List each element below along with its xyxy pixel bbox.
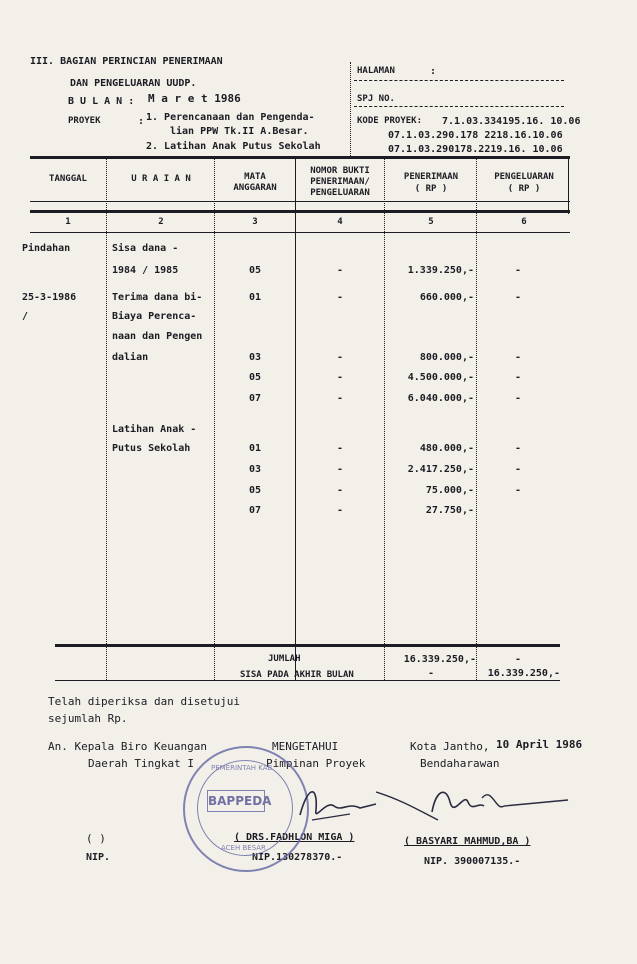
right-date: 10 April 1986: [496, 738, 583, 751]
cell-penerimaan: 27.750,-: [425, 505, 474, 516]
mid-signature: [290, 780, 380, 830]
cell-bukti: -: [336, 443, 344, 454]
cell-uraian: Terima dana bi-: [112, 292, 203, 303]
sisa-penerimaan: -: [427, 668, 435, 679]
mid-signatory-title-1: MENGETAHUI: [272, 740, 339, 753]
cell-mata: 01: [248, 443, 262, 454]
col-divider-4: [384, 158, 385, 680]
col-header-tanggal: TANGGAL: [49, 174, 87, 184]
cell-uraian: Latihan Anak -: [112, 424, 197, 435]
stamp-ring-top-text: PEMERINTAH KAB: [211, 764, 273, 772]
left-signatory-name: ( ): [86, 832, 106, 845]
jumlah-pengeluaran: -: [514, 654, 522, 665]
cell-pengeluaran: -: [514, 265, 522, 276]
cell-tanggal: 25-3-1986: [22, 292, 77, 303]
col-number-3: 3: [252, 217, 258, 227]
stamp-center-text: BAPPEDA: [207, 790, 265, 812]
col-number-4: 4: [337, 217, 343, 227]
right-signatory-title: Bendaharawan: [420, 757, 500, 770]
col-number-2: 2: [158, 217, 164, 227]
col-header-mata-1: MATA: [244, 172, 266, 182]
cell-mata: 05: [248, 265, 262, 276]
proyek-item2: 2. Latihan Anak Putus Sekolah: [146, 141, 321, 152]
right-signatory-nip: NIP. 390007135.-: [424, 856, 521, 867]
halaman-colon: :: [430, 66, 437, 77]
cell-pengeluaran: -: [514, 292, 522, 303]
col-number-5: 5: [428, 217, 434, 227]
col-header-penerimaan-1: PENERIMAAN: [403, 172, 459, 182]
proyek-item1-b: lian PPW Tk.II A.Besar.: [170, 126, 309, 137]
cell-uraian: Biaya Perenca-: [112, 311, 197, 322]
cell-mata: 03: [248, 464, 262, 475]
cell-mata: 01: [248, 292, 262, 303]
col-header-bukti-2: PENERIMAAN/: [310, 177, 370, 187]
col-header-bukti-1: NOMOR BUKTI: [310, 166, 370, 176]
spj-label: SPJ NO.: [357, 94, 395, 104]
table-top-rule: [30, 156, 570, 159]
halaman-underline: [354, 80, 564, 81]
spj-underline: [354, 106, 564, 107]
cell-pengeluaran: -: [514, 485, 522, 496]
cell-bukti: -: [336, 393, 344, 404]
cell-pengeluaran: -: [514, 352, 522, 363]
cell-pengeluaran: -: [514, 393, 522, 404]
cell-tanggal: Pindahan: [22, 243, 71, 254]
cell-pengeluaran: -: [514, 464, 522, 475]
jumlah-top-rule: [55, 644, 560, 647]
col-number-6: 6: [521, 217, 527, 227]
col-number-1: 1: [65, 217, 71, 227]
colnum-bottom-rule: [30, 232, 570, 233]
cell-bukti: -: [336, 292, 344, 303]
left-signatory-title-2: Daerah Tingkat I: [88, 757, 194, 770]
col-header-uraian: U R A I A N: [131, 174, 191, 184]
proyek-colon: :: [138, 116, 145, 127]
cell-penerimaan: 6.040.000,-: [407, 393, 474, 404]
cell-uraian: 1984 / 1985: [112, 265, 179, 276]
cell-penerimaan: 75.000,-: [425, 485, 474, 496]
table-bottom-rule: [55, 680, 560, 681]
kode-label: KODE PROYEK:: [357, 116, 423, 126]
col-header-mata-2: ANGGARAN: [233, 183, 277, 193]
cell-uraian: naan dan Pengen: [112, 331, 203, 342]
cell-penerimaan: 660.000,-: [419, 292, 474, 303]
cell-uraian: dalian: [112, 352, 149, 363]
left-signatory-nip: NIP.: [86, 852, 111, 863]
col-header-pengeluaran-1: PENGELUARAN: [494, 172, 554, 182]
diperiksa-line-1: Telah diperiksa dan disetujui: [48, 695, 241, 708]
cell-uraian: Sisa dana -: [112, 243, 179, 254]
right-signature: [372, 772, 572, 832]
sisa-pengeluaran: 16.339.250,-: [487, 668, 560, 679]
left-signatory-title-1: An. Kepala Biro Keuangan: [48, 740, 207, 753]
cell-mata: 07: [248, 505, 262, 516]
cell-bukti: -: [336, 505, 344, 516]
cell-penerimaan: 800.000,-: [419, 352, 474, 363]
cell-pengeluaran: -: [514, 372, 522, 383]
col-header-bukti-3: PENGELUARAN: [310, 188, 370, 198]
stamp-ring-bottom-text: ACEH BESAR: [221, 844, 266, 852]
cell-penerimaan: 1.339.250,-: [407, 265, 474, 276]
bulan-value: M a r e t 1986: [148, 92, 241, 105]
header-bottom-rule: [30, 201, 570, 202]
diperiksa-line-2: sejumlah Rp.: [48, 712, 128, 725]
col-divider-2: [214, 158, 215, 680]
cell-penerimaan: 2.417.250,-: [407, 464, 474, 475]
cell-mata: 05: [248, 372, 262, 383]
cell-penerimaan: 480.000,-: [419, 443, 474, 454]
cell-bukti: -: [336, 352, 344, 363]
mid-signatory-nip: NIP.130278370.-: [252, 852, 343, 863]
bulan-label: B U L A N :: [68, 96, 135, 107]
mid-signatory-name: ( DRS.FADHLON MIGA ): [234, 832, 355, 843]
col-divider-1: [106, 158, 107, 680]
right-place: Kota Jantho,: [410, 740, 490, 753]
cell-mata: 05: [248, 485, 262, 496]
jumlah-penerimaan: 16.339.250,-: [403, 654, 476, 665]
mid-signatory-title-2: Pimpinan Proyek: [266, 757, 366, 770]
col-header-pengeluaran-2: ( RP ): [507, 184, 541, 194]
cell-uraian: Putus Sekolah: [112, 443, 191, 454]
col-divider-5: [476, 158, 477, 680]
cell-bukti: -: [336, 485, 344, 496]
cell-tanggal: /: [22, 311, 29, 322]
cell-mata: 07: [248, 393, 262, 404]
cell-bukti: -: [336, 265, 344, 276]
header-divider: [350, 62, 351, 156]
kode-proyek-2: 07.1.03.290.178 2218.16.10.06: [388, 130, 563, 141]
proyek-label: PROYEK: [68, 116, 101, 126]
proyek-item1-a: 1. Perencanaan dan Pengenda-: [146, 112, 315, 123]
cell-bukti: -: [336, 464, 344, 475]
right-signatory-name: ( BASYARI MAHMUD,BA ): [404, 836, 531, 847]
col-header-penerimaan-2: ( RP ): [414, 184, 448, 194]
kode-proyek-1: 7.1.03.334195.16. 10.06: [442, 116, 581, 127]
cell-bukti: -: [336, 372, 344, 383]
cell-pengeluaran: -: [514, 443, 522, 454]
jumlah-label: JUMLAH: [268, 654, 301, 664]
sisa-label: SISA PADA AKHIR BULAN: [240, 670, 354, 680]
doc-section-subtitle: DAN PENGELUARAN UUDP.: [70, 78, 197, 89]
cell-mata: 03: [248, 352, 262, 363]
doc-section-title: III. BAGIAN PERINCIAN PENERIMAAN: [30, 56, 223, 67]
halaman-label: HALAMAN: [357, 66, 395, 76]
colnum-top-rule: [30, 210, 570, 213]
kode-proyek-3: 07.1.03.290178.2219.16. 10.06: [388, 144, 563, 155]
col-divider-3: [295, 158, 296, 680]
cell-penerimaan: 4.500.000,-: [407, 372, 474, 383]
